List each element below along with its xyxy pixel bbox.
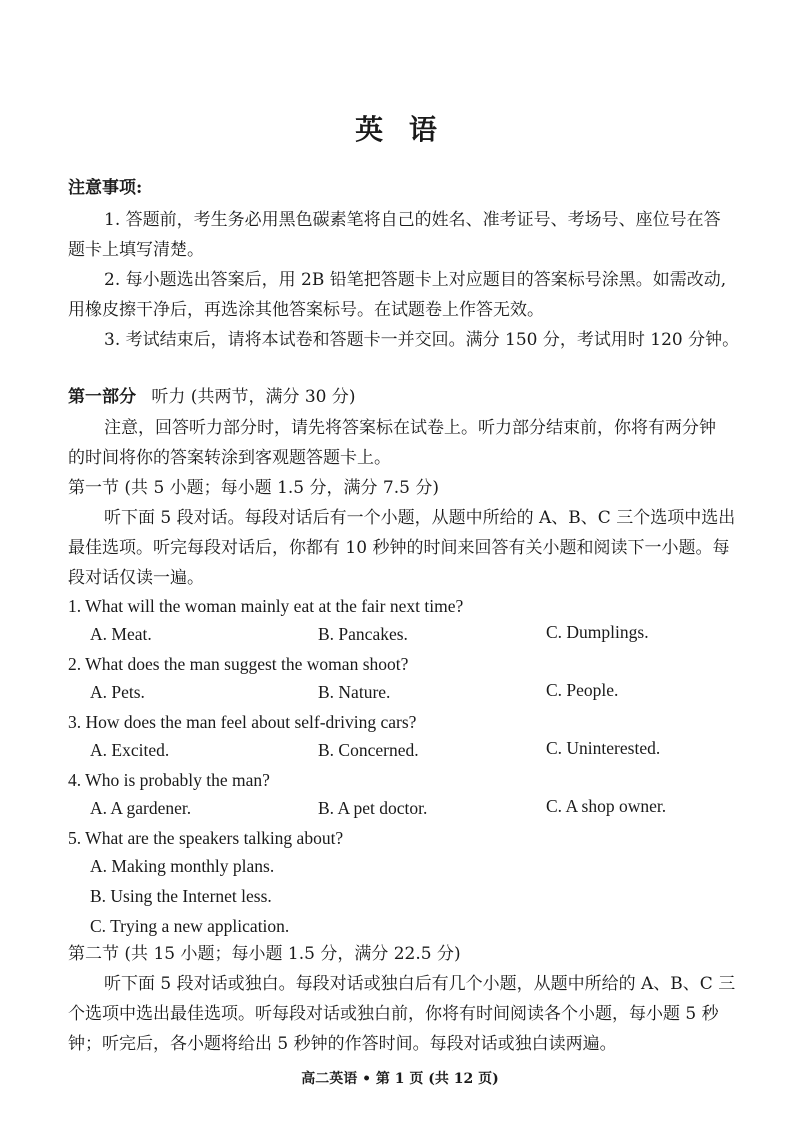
notice-item-2-line-1: 2. 每小题选出答案后，用 2B 铅笔把答题卡上对应题目的答案标号涂黑。如需改动, — [104, 270, 727, 290]
question-1: 1. What will the woman mainly eat at the fair next time? — [68, 596, 464, 616]
question-1-option-b: B. Pancakes. — [318, 624, 408, 644]
notice-item-1-line-1: 1. 答题前，考生务必用黑色碳素笔将自己的姓名、准考证号、考场号、座位号在答 — [104, 210, 721, 230]
question-3-option-c: C. Uninterested. — [546, 738, 661, 758]
question-3: 3. How does the man feel about self-driving cars? — [68, 712, 417, 732]
part1-note-line-1: 注意，回答听力部分时，请先将答案标在试卷上。听力部分结束前，你将有两分钟 — [104, 418, 716, 438]
question-4-option-a: A. A gardener. — [90, 798, 192, 818]
question-1-option-c: C. Dumplings. — [546, 622, 649, 642]
question-2-option-a: A. Pets. — [90, 682, 145, 702]
question-2-option-b: B. Nature. — [318, 682, 391, 702]
part1-heading-text: 听力 (共两节，满分 30 分) — [151, 387, 356, 407]
section1-instruction-line-3: 段对话仅读一遍。 — [68, 568, 204, 588]
question-2-option-c: C. People. — [546, 680, 619, 700]
page-footer: 高二英语 • 第 1 页 (共 12 页) — [301, 1071, 499, 1087]
question-4-option-c: C. A shop owner. — [546, 796, 667, 816]
section2-instruction-line-1: 听下面 5 段对话或独白。每段对话或独白后有几个小题，从题中所给的 A、B、C 三 — [104, 974, 736, 994]
question-2: 2. What does the man suggest the woman shoot? — [68, 654, 409, 674]
question-3-option-a: A. Excited. — [90, 740, 170, 760]
part1-note-line-2: 的时间将你的答案转涂到客观题答题卡上。 — [68, 448, 391, 468]
question-5: 5. What are the speakers talking about? — [68, 828, 344, 848]
section2-instruction-line-2: 个选项中选出最佳选项。听每段对话或独白前，你将有时间阅读各个小题，每小题 5 秒 — [68, 1004, 719, 1024]
notice-heading: 注意事项: — [68, 178, 143, 198]
notice-item-1-line-2: 题卡上填写清楚。 — [68, 240, 204, 260]
section2-instruction-line-3: 钟；听完后，各小题将给出 5 秒钟的作答时间。每段对话或独白读两遍。 — [68, 1034, 617, 1054]
question-5-option-a: A. Making monthly plans. — [90, 856, 275, 876]
section1-heading: 第一节 (共 5 小题；每小题 1.5 分，满分 7.5 分) — [68, 478, 439, 498]
question-4: 4. Who is probably the man? — [68, 770, 270, 790]
question-1-option-a: A. Meat. — [90, 624, 152, 644]
notice-item-3: 3. 考试结束后，请将本试卷和答题卡一并交回。满分 150 分，考试用时 120 分钟。 — [104, 330, 740, 350]
notice-item-2-line-2: 用橡皮擦干净后，再选涂其他答案标号。在试题卷上作答无效。 — [68, 300, 544, 320]
question-3-option-b: B. Concerned. — [318, 740, 419, 760]
question-4-option-b: B. A pet doctor. — [318, 798, 428, 818]
page-title: 英 语 — [355, 113, 445, 146]
question-5-option-b: B. Using the Internet less. — [90, 886, 272, 906]
section2-heading: 第二节 (共 15 小题；每小题 1.5 分，满分 22.5 分) — [68, 944, 461, 964]
question-5-option-c: C. Trying a new application. — [90, 916, 290, 936]
section1-instruction-line-1: 听下面 5 段对话。每段对话后有一个小题，从题中所给的 A、B、C 三个选项中选出 — [104, 508, 736, 528]
part1-heading — [68, 385, 356, 409]
part1-heading-label: 第一部分 — [68, 387, 136, 407]
section1-instruction-line-2: 最佳选项。听完每段对话后，你都有 10 秒钟的时间来回答有关小题和阅读下一小题。每 — [68, 538, 730, 558]
